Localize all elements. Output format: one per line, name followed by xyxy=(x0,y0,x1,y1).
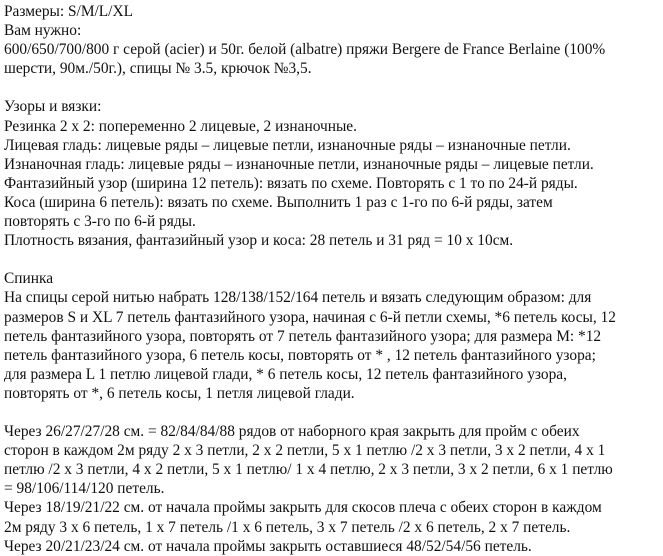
patterns-line: Плотность вязания, фантазийный узор и коса: 28 петель и 31 ряд = 10 х 10см. xyxy=(4,232,514,250)
paragraph-spacer xyxy=(4,250,659,269)
materials-line: 600/650/700/800 г серой (acier) и 50г. белой (albatre) пряжи Bergere de France Berlaine (100% xyxy=(4,41,606,59)
armholes-line: 2м ряду 3 х 6 петель, 1 х 7 петель /1 х 6 петель, 3 х 7 петель /2 х 6 петель, 2 х 7 петель. xyxy=(4,518,571,536)
armholes-line: петлю /2 х 3 петли, 4 х 2 петли, 5 х 1 петлю/ 1 х 4 петлю, 2 х 3 петли, 3 х 2 петли, 6 х 1 петлю xyxy=(4,461,613,479)
document-body xyxy=(4,2,659,556)
sizes-header: Размеры: S/M/L/XL xyxy=(4,3,133,20)
patterns-line: Резинка 2 х 2: попеременно 2 лицевые, 2 изнаночные. xyxy=(4,117,357,135)
armholes-line: сторон в каждом 2м ряду 2 х 3 петли, 2 х 2 петли, 5 х 1 петлю /2 х 3 петли, 3 х 2 петли, 4 х 1 xyxy=(4,442,606,460)
back-line: петель фантазийного узора, повторять от 7 петель фантазийного узора; для размера M: *12 xyxy=(4,327,602,345)
patterns-line: повторять с 3-го по 6-й ряды. xyxy=(4,213,196,231)
paragraph-spacer xyxy=(4,403,659,422)
patterns-line: Лицевая гладь: лицевые ряды – лицевые петли, изнаночные ряды – изнаночные петли. xyxy=(4,136,571,154)
back-heading: Спинка xyxy=(4,270,54,288)
back-line: размеров S и XL 7 петель фантазийного узора, начиная с 6-й петли схемы, *6 петель косы, 12 xyxy=(4,308,616,326)
materials-heading: Вам нужно: xyxy=(4,22,82,40)
paragraph-spacer xyxy=(4,78,659,97)
armholes-line: = 98/106/114/120 петель. xyxy=(4,480,165,498)
armholes-line: Через 20/21/23/24 см. от начала проймы закрыть оставшиеся 48/52/54/56 петель. xyxy=(4,537,532,555)
armholes-line: Через 26/27/27/28 см. = 82/84/84/88 рядов от наборного края закрыть для пройм с обеих xyxy=(4,423,580,441)
back-line: На спицы серой нитью набрать 128/138/152/164 петель и вязать следующим образом: для xyxy=(4,289,592,307)
patterns-line: Изнаночная гладь: лицевые ряды – изнаночные петли, изнаночные ряды – лицевые петли. xyxy=(4,155,594,173)
patterns-heading: Узоры и вязки: xyxy=(4,98,102,116)
back-line: повторять от *, 6 петель косы, 1 петля лицевой глади. xyxy=(4,384,355,402)
back-line: петель фантазийного узора, 6 петель косы, повторять от * , 12 петель фантазийного узора; xyxy=(4,346,596,364)
materials-line: шерсти, 90м./50г.), спицы № 3.5, крючок №3,5. xyxy=(4,60,312,78)
patterns-line: Коса (ширина 6 петель): вязать по схеме. Выполнить 1 раз с 1-го по 6-й ряды, затем xyxy=(4,193,553,211)
armholes-line: Через 18/19/21/22 см. от начала проймы закрыть для скосов плеча с обеих сторон в каждом xyxy=(4,499,602,517)
patterns-line: Фантазийный узор (ширина 12 петель): вязать по схеме. Повторять с 1 то по 24-й ряды. xyxy=(4,174,578,192)
back-line: для размера L 1 петлю лицевой глади, * 6 петель косы, 12 петель фантазийного узора, xyxy=(4,365,567,383)
